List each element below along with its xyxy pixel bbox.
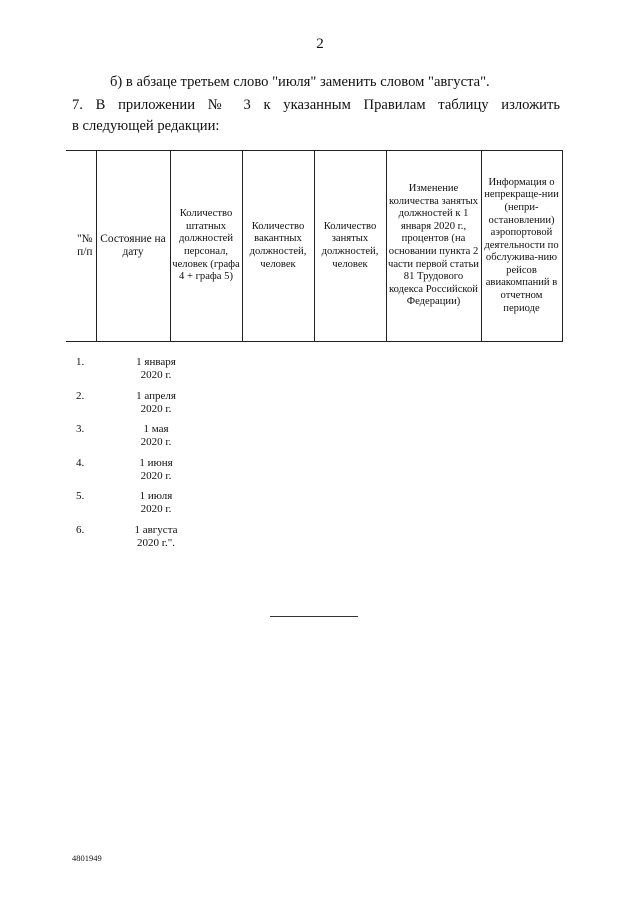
header-date: Состояние на дату	[96, 151, 170, 342]
table-row	[66, 457, 266, 491]
row-number: 4.	[76, 456, 85, 469]
appendix-table	[66, 150, 563, 342]
row-date-line2: 2020 г.	[140, 402, 172, 415]
document-id: 4801949	[72, 853, 102, 863]
row-number: 5.	[76, 490, 85, 502]
row-date-line2: 2020 г.	[140, 503, 172, 515]
row-number: 6.	[76, 523, 85, 536]
header-vacant-positions: Количество вакантных должностей, человек	[242, 151, 314, 342]
table-row	[66, 423, 266, 457]
row-date-line2: 2020 г.".	[136, 536, 175, 549]
row-date-line1: 1 апреля	[136, 389, 176, 402]
header-occupied-positions: Количество занятых должностей, человек	[314, 151, 386, 342]
row-date	[96, 423, 216, 449]
paragraph-7-continued: в следующей редакции:	[72, 118, 220, 134]
row-number: 2.	[76, 389, 85, 402]
paragraph-7: 7. В приложении № 3 к указанным Правилам таблицу изложить	[72, 97, 560, 113]
row-date-line1: 1 июня	[139, 456, 173, 469]
table-header-row	[66, 151, 562, 342]
row-number: 1.	[76, 356, 85, 368]
row-date-line2: 2020 г.	[140, 469, 172, 482]
row-date	[96, 524, 216, 550]
header-staff-positions: Количество штатных должностей персонал, человек (графа 4 + графа 5)	[170, 151, 242, 342]
table-row	[66, 356, 266, 390]
header-continuation-info: Информация о непрекраще-нии (непри-остановлении) аэропортовой деятельности по обслужива-нию рейсов авиакомпаний в отчетном периоде	[481, 151, 562, 342]
table-row	[66, 490, 266, 524]
row-date-line1: 1 августа	[134, 523, 178, 536]
paragraph-b: б) в абзаце третьем слово "июля" заменить словом "августа".	[110, 74, 490, 90]
row-date	[96, 390, 216, 416]
table-row	[66, 524, 266, 558]
header-number: "№ п/п	[66, 151, 96, 342]
row-date-line2: 2020 г.	[140, 369, 172, 381]
row-date	[96, 356, 216, 382]
row-date-line1: 1 мая	[143, 423, 169, 435]
table-row	[66, 390, 266, 424]
row-number: 3.	[76, 423, 85, 435]
page-number: 2	[316, 36, 324, 52]
row-date	[96, 457, 216, 483]
table-rows	[66, 356, 266, 557]
row-date-line1: 1 января	[136, 356, 176, 368]
row-date	[96, 490, 216, 516]
header-change-occupied: Изменение количества занятых должностей к 1 января 2020 г., процентов (на основании пункта 2 части первой статьи 81 Трудового кодекса Российской Федерации)	[386, 151, 481, 342]
separator-line	[270, 616, 358, 617]
row-date-line2: 2020 г.	[140, 436, 172, 448]
row-date-line1: 1 июля	[139, 490, 173, 502]
